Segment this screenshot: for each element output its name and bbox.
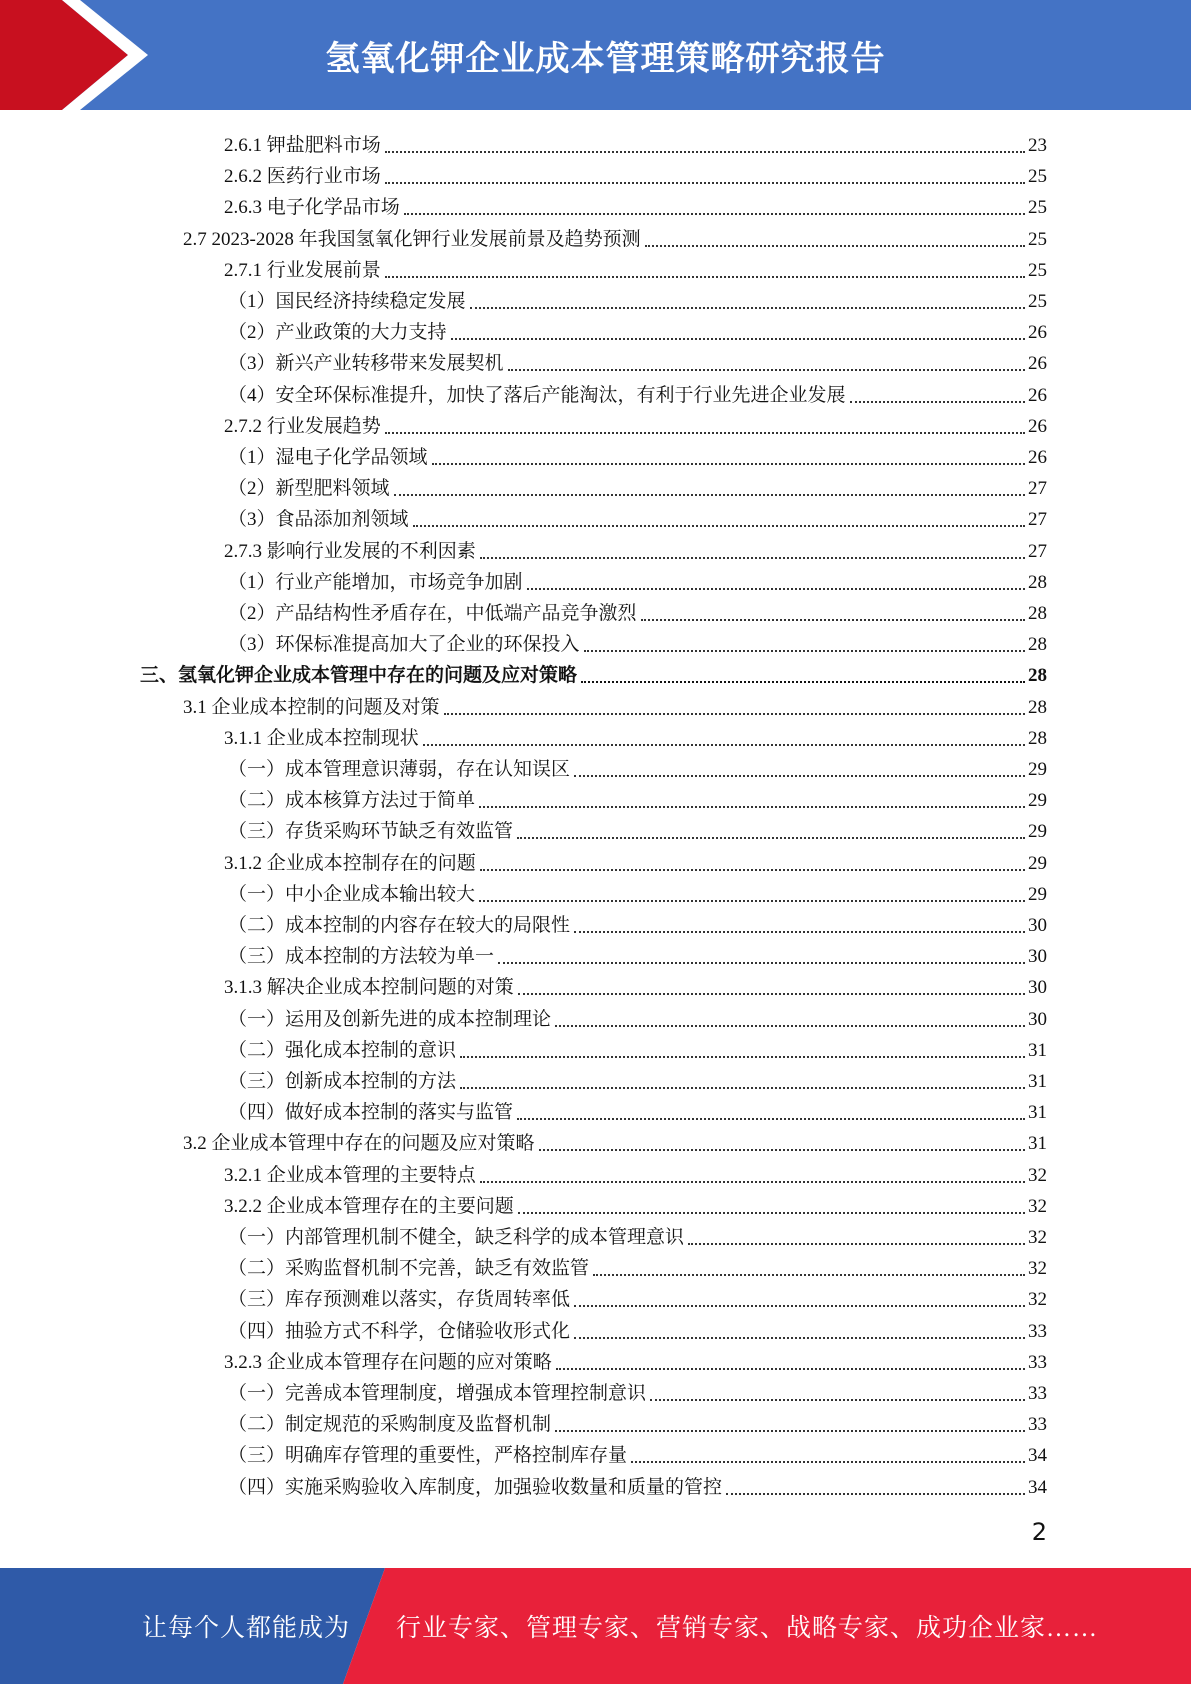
toc-dot-leader xyxy=(556,1368,1025,1370)
toc-entry-title: （3）新兴产业转移带来发展契机 xyxy=(228,353,504,375)
toc-entry-page: 28 xyxy=(1028,665,1047,687)
toc-entry-title: （二）采购监督机制不完善，缺乏有效监管 xyxy=(228,1258,590,1280)
toc-dot-leader xyxy=(470,307,1025,309)
toc-entry-page: 30 xyxy=(1028,946,1047,968)
toc-entry-title: （三）创新成本控制的方法 xyxy=(228,1071,457,1092)
toc-entry-title: （一）内部管理机制不健全，缺乏科学的成本管理意识 xyxy=(228,1227,685,1248)
toc-entry-page: 33 xyxy=(1028,1383,1047,1404)
toc-entry-title: （一）运用及创新先进的成本控制理论 xyxy=(228,1008,552,1030)
toc-entry-page: 32 xyxy=(1028,1164,1047,1186)
toc-entry-title: （二）强化成本控制的意识 xyxy=(228,1039,457,1061)
toc-entry[interactable] xyxy=(228,1063,1047,1094)
toc-entry-title: 3.2.2 企业成本管理存在的主要问题 xyxy=(224,1195,514,1217)
toc-entry[interactable] xyxy=(228,1094,1047,1125)
toc-entry[interactable] xyxy=(228,345,1047,376)
toc-dot-leader xyxy=(517,1118,1025,1120)
toc-entry-page: 29 xyxy=(1028,883,1047,905)
toc-dot-leader xyxy=(581,681,1025,683)
toc-entry-title: 2.7.2 行业发展趋势 xyxy=(224,415,381,437)
toc-dot-leader xyxy=(479,806,1025,808)
toc-entry-title: （四）做好成本控制的落实与监管 xyxy=(228,1102,514,1124)
toc-entry-page: 32 xyxy=(1028,1289,1047,1311)
toc-entry[interactable] xyxy=(228,1375,1047,1406)
toc-entry-title: 2.7.3 影响行业发展的不利因素 xyxy=(224,540,476,562)
toc-entry-title: （3）环保标准提高加大了企业的环保投入 xyxy=(228,634,580,656)
toc-dot-leader xyxy=(460,1087,1025,1089)
toc-entry-title: （3）食品添加剂领域 xyxy=(228,509,409,531)
toc-entry-page: 26 xyxy=(1028,384,1047,406)
toc-dot-leader xyxy=(645,245,1025,247)
toc-entry-page: 26 xyxy=(1028,447,1047,468)
toc-dot-leader xyxy=(385,182,1025,184)
toc-entry-title: （1）湿电子化学品领域 xyxy=(228,447,428,468)
toc-entry[interactable] xyxy=(228,564,1047,595)
toc-entry[interactable] xyxy=(228,626,1047,657)
toc-entry[interactable] xyxy=(228,876,1047,907)
toc-dot-leader xyxy=(444,713,1025,715)
toc-entry-title: 三、氢氧化钾企业成本管理中存在的问题及应对策略 xyxy=(140,665,578,687)
toc-entry[interactable] xyxy=(224,158,1047,189)
toc-entry[interactable] xyxy=(228,813,1047,844)
toc-entry-page: 28 xyxy=(1028,634,1047,656)
toc-dot-leader xyxy=(527,588,1025,590)
toc-entry-title: 2.7.1 行业发展前景 xyxy=(224,259,381,281)
toc-entry-page: 25 xyxy=(1028,197,1047,219)
toc-entry[interactable] xyxy=(228,439,1047,470)
toc-entry-title: （三）存货采购环节缺乏有效监管 xyxy=(228,821,514,843)
toc-entry[interactable] xyxy=(224,720,1047,751)
toc-entry-title: （2）新型肥料领域 xyxy=(228,478,390,500)
toc-entry[interactable] xyxy=(224,1157,1047,1188)
toc-dot-leader xyxy=(498,962,1025,964)
toc-entry-title: （三）库存预测难以落实，存货周转率低 xyxy=(228,1289,571,1311)
toc-entry-page: 30 xyxy=(1028,915,1047,936)
toc-dot-leader xyxy=(394,494,1025,496)
toc-dot-leader xyxy=(480,557,1025,559)
toc-entry-title: 2.7 2023-2028 年我国氢氧化钾行业发展前景及趋势预测 xyxy=(183,228,641,250)
toc-entry[interactable] xyxy=(228,907,1047,938)
toc-entry[interactable] xyxy=(224,1344,1047,1375)
toc-entry[interactable] xyxy=(228,377,1047,408)
toc-entry-page: 28 xyxy=(1028,571,1047,593)
toc-entry-title: （一）中小企业成本输出较大 xyxy=(228,883,476,905)
toc-entry[interactable] xyxy=(228,1437,1047,1468)
toc-entry[interactable] xyxy=(228,1250,1047,1281)
toc-entry-title: 3.1.1 企业成本控制现状 xyxy=(224,727,419,749)
toc-entry[interactable] xyxy=(224,189,1047,220)
toc-entry-title: （1）行业产能增加，市场竞争加剧 xyxy=(228,571,523,593)
toc-entry[interactable] xyxy=(228,595,1047,626)
toc-dot-leader xyxy=(460,1056,1025,1058)
toc-dot-leader xyxy=(385,276,1025,278)
toc-entry-page: 27 xyxy=(1028,540,1047,562)
toc-dot-leader xyxy=(593,1274,1025,1276)
toc-entry-title: 3.2.1 企业成本管理的主要特点 xyxy=(224,1164,476,1186)
toc-entry[interactable] xyxy=(224,408,1047,439)
toc-entry-title: （1）国民经济持续稳定发展 xyxy=(228,291,466,312)
toc-entry-page: 31 xyxy=(1028,1071,1047,1092)
toc-entry-page: 26 xyxy=(1028,415,1047,437)
toc-entry-title: （四）实施采购验收入库制度，加强验收数量和质量的管控 xyxy=(228,1476,723,1498)
footer-slogan-left: 让每个人都能成为 xyxy=(142,1615,351,1642)
toc-entry-page: 29 xyxy=(1028,852,1047,874)
toc-entry-page: 25 xyxy=(1028,291,1047,312)
toc-entry-page: 29 xyxy=(1028,821,1047,843)
toc-dot-leader xyxy=(555,1025,1025,1027)
toc-entry[interactable] xyxy=(228,1469,1047,1500)
toc-dot-leader xyxy=(574,1305,1025,1307)
toc-entry[interactable] xyxy=(183,221,1047,252)
toc-entry-page: 33 xyxy=(1028,1320,1047,1342)
toc-entry-page: 26 xyxy=(1028,322,1047,344)
toc-entry[interactable] xyxy=(228,1032,1047,1063)
toc-entry-page: 33 xyxy=(1028,1351,1047,1373)
toc-entry-title: （二）成本控制的内容存在较大的局限性 xyxy=(228,915,571,936)
toc-dot-leader xyxy=(518,993,1025,995)
toc-entry[interactable] xyxy=(228,1001,1047,1032)
toc-entry-page: 34 xyxy=(1028,1476,1047,1498)
toc-dot-leader xyxy=(631,1461,1025,1463)
toc-entry-title: 3.1.2 企业成本控制存在的问题 xyxy=(224,852,476,874)
toc-dot-leader xyxy=(584,650,1025,652)
toc-entry-title: （一）完善成本管理制度，增强成本管理控制意识 xyxy=(228,1383,647,1404)
toc-entry-page: 25 xyxy=(1028,166,1047,188)
toc-entry[interactable] xyxy=(228,1406,1047,1437)
report-title: 氢氧化钾企业成本管理策略研究报告 xyxy=(325,38,886,79)
toc-dot-leader xyxy=(555,1430,1025,1432)
toc-entry-page: 33 xyxy=(1028,1414,1047,1436)
toc-entry-page: 34 xyxy=(1028,1445,1047,1467)
toc-entry[interactable] xyxy=(224,969,1047,1000)
toc-entry-page: 32 xyxy=(1028,1195,1047,1217)
toc-entry-title: 2.6.1 钾盐肥料市场 xyxy=(224,135,381,156)
toc-entry-page: 28 xyxy=(1028,603,1047,624)
toc-entry[interactable] xyxy=(183,1125,1047,1156)
toc-entry-page: 32 xyxy=(1028,1258,1047,1280)
toc-entry[interactable] xyxy=(228,1313,1047,1344)
toc-entry-page: 28 xyxy=(1028,727,1047,749)
toc-entry[interactable] xyxy=(224,845,1047,876)
toc-dot-leader xyxy=(726,1493,1025,1495)
toc-entry-page: 29 xyxy=(1028,790,1047,812)
toc-entry-title: （三）明确库存管理的重要性，严格控制库存量 xyxy=(228,1445,628,1467)
toc-entry-title: （二）制定规范的采购制度及监督机制 xyxy=(228,1414,552,1436)
toc-dot-leader xyxy=(480,1181,1025,1183)
toc-entry-page: 27 xyxy=(1028,509,1047,531)
toc-dot-leader xyxy=(423,744,1025,746)
toc-dot-leader xyxy=(508,369,1025,371)
toc-dot-leader xyxy=(850,401,1025,403)
toc-entry[interactable] xyxy=(183,689,1047,720)
toc-dot-leader xyxy=(574,775,1025,777)
toc-entry-page: 28 xyxy=(1028,696,1047,718)
toc-entry-title: （一）成本管理意识薄弱，存在认知误区 xyxy=(228,759,571,780)
toc-entry-page: 26 xyxy=(1028,353,1047,375)
toc-entry[interactable] xyxy=(224,1188,1047,1219)
toc-entry-title: 3.2.3 企业成本管理存在问题的应对策略 xyxy=(224,1351,552,1373)
toc-entry-title: 2.6.2 医药行业市场 xyxy=(224,166,381,188)
toc-entry[interactable] xyxy=(228,938,1047,969)
toc-entry-title: （2）产业政策的大力支持 xyxy=(228,322,447,344)
toc-dot-leader xyxy=(479,900,1025,902)
toc-entry-page: 32 xyxy=(1028,1227,1047,1248)
toc-dot-leader xyxy=(574,1337,1025,1339)
toc-entry[interactable] xyxy=(228,1281,1047,1312)
toc-entry-page: 23 xyxy=(1028,135,1047,156)
toc-entry[interactable] xyxy=(228,470,1047,501)
toc-entry-title: 3.1.3 解决企业成本控制问题的对策 xyxy=(224,977,514,999)
toc-entry-title: 3.2 企业成本管理中存在的问题及应对策略 xyxy=(183,1133,535,1155)
toc-entry-page: 31 xyxy=(1028,1102,1047,1124)
page-header xyxy=(0,0,1191,110)
toc-entry-title: （4）安全环保标准提升，加快了落后产能淘汰，有利于行业先进企业发展 xyxy=(228,384,846,406)
toc-entry[interactable] xyxy=(228,314,1047,345)
page-number: 2 xyxy=(1031,1518,1047,1546)
toc-dot-leader xyxy=(518,1212,1025,1214)
toc-dot-leader xyxy=(404,213,1025,215)
toc-entry-page: 31 xyxy=(1028,1133,1047,1155)
toc-entry-title: 3.1 企业成本控制的问题及对策 xyxy=(183,696,440,718)
toc-entry[interactable] xyxy=(228,751,1047,782)
toc-entry[interactable] xyxy=(224,252,1047,283)
toc-entry-title: 2.6.3 电子化学品市场 xyxy=(224,197,400,219)
toc-entry-page: 29 xyxy=(1028,759,1047,780)
toc-dot-leader xyxy=(413,525,1025,527)
toc-entry-page: 25 xyxy=(1028,228,1047,250)
toc-dot-leader xyxy=(688,1243,1025,1245)
toc-dot-leader xyxy=(517,837,1025,839)
toc-entry[interactable] xyxy=(228,501,1047,532)
toc-entry[interactable] xyxy=(140,657,1047,688)
toc-entry-title: （三）成本控制的方法较为单一 xyxy=(228,946,495,968)
toc-dot-leader xyxy=(451,338,1025,340)
toc-dot-leader xyxy=(650,1399,1025,1401)
toc-entry[interactable] xyxy=(224,127,1047,158)
toc-entry-page: 30 xyxy=(1028,1008,1047,1030)
toc-entry-page: 30 xyxy=(1028,977,1047,999)
toc-entry[interactable] xyxy=(228,283,1047,314)
toc-dot-leader xyxy=(539,1149,1025,1151)
toc-entry-page: 31 xyxy=(1028,1039,1047,1061)
toc-dot-leader xyxy=(574,931,1025,933)
toc-dot-leader xyxy=(641,619,1025,621)
toc-entry-page: 25 xyxy=(1028,259,1047,281)
toc-entry[interactable] xyxy=(228,1219,1047,1250)
toc-dot-leader xyxy=(385,151,1025,153)
toc-entry[interactable] xyxy=(224,533,1047,564)
toc-entry-title: （2）产品结构性矛盾存在，中低端产品竞争激烈 xyxy=(228,603,637,624)
toc-entry[interactable] xyxy=(228,782,1047,813)
toc-dot-leader xyxy=(480,869,1025,871)
toc-entry-title: （四）抽验方式不科学，仓储验收形式化 xyxy=(228,1320,571,1342)
footer-slogan-right: 行业专家、管理专家、营销专家、战略专家、成功企业家…… xyxy=(396,1615,1099,1642)
toc-dot-leader xyxy=(432,463,1025,465)
page-footer xyxy=(0,1568,1191,1684)
toc-entry-page: 27 xyxy=(1028,478,1047,500)
toc-dot-leader xyxy=(385,432,1025,434)
toc-entry-title: （二）成本核算方法过于简单 xyxy=(228,790,476,812)
